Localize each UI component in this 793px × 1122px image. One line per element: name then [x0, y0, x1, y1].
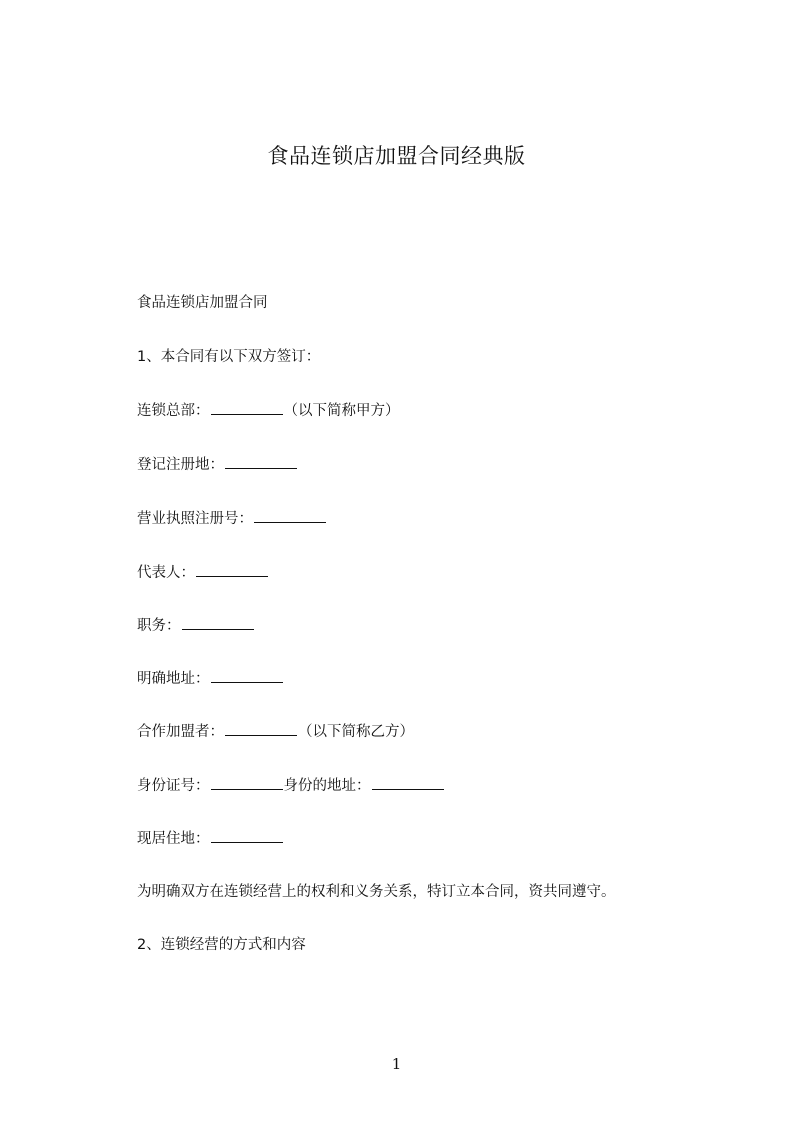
field-label: 登记注册地：: [137, 457, 224, 473]
contract-heading: 食品连锁店加盟合同: [137, 295, 268, 311]
blank-line: [182, 617, 254, 630]
field-label: 连锁总部：: [137, 403, 210, 419]
field-label: 职务：: [137, 618, 181, 634]
field-franchisee: [137, 720, 414, 741]
blank-line: [211, 777, 283, 790]
blank-line: [254, 510, 326, 523]
blank-line: [372, 777, 444, 790]
page-number: 1: [391, 1055, 402, 1073]
field-label: 营业执照注册号：: [137, 511, 253, 527]
field-business-license-number: [137, 507, 327, 528]
clause-1-intro: 1、本合同有以下双方签订：: [137, 349, 321, 365]
field-position: [137, 614, 255, 635]
field-label: 合作加盟者：: [137, 724, 224, 740]
field-suffix: （以下简称乙方）: [298, 724, 414, 740]
document-title: 食品连锁店加盟合同经典版: [267, 144, 526, 168]
field-label: 现居住地：: [137, 831, 210, 847]
blank-line: [225, 456, 297, 469]
purpose-statement: 为明确双方在连锁经营上的权利和义务关系，特订立本合同，资共同遵守。: [137, 884, 616, 900]
field-current-residence: [137, 827, 284, 848]
blank-line: [196, 564, 268, 577]
field-label: 明确地址：: [137, 671, 210, 687]
field-id-number: [137, 774, 445, 795]
field-registration-place: [137, 453, 298, 474]
blank-line: [211, 402, 283, 415]
blank-line: [225, 723, 297, 736]
blank-line: [211, 830, 283, 843]
field-representative: [137, 561, 269, 582]
field-label: 身份证号：: [137, 778, 210, 794]
blank-line: [211, 670, 283, 683]
clause-2-heading: 2、连锁经营的方式和内容: [137, 937, 306, 953]
field-address: [137, 667, 284, 688]
field-label: 代表人：: [137, 565, 195, 581]
field-chain-headquarters: [137, 399, 400, 420]
field-label-2: 身份的地址：: [283, 778, 371, 794]
field-suffix: （以下简称甲方）: [283, 403, 400, 419]
